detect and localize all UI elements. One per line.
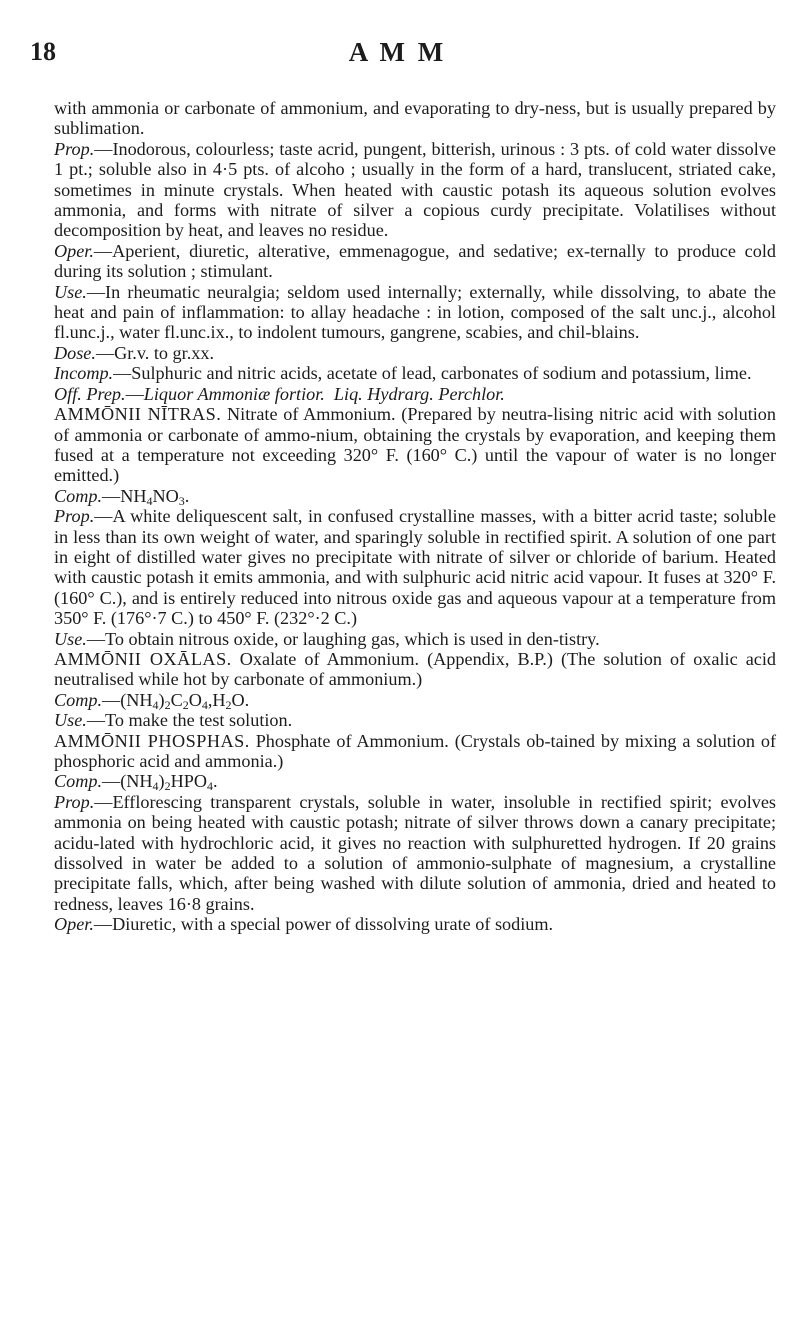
- use-label: Use.: [54, 281, 87, 302]
- page-number: 18: [30, 37, 56, 66]
- oper-label: Oper.: [54, 914, 94, 935]
- oper-label: Oper.: [54, 240, 94, 261]
- carbonate-use: Use.—In rheumatic neuralgia; seldom used internally; externally, while dissolving, to abate the heat and pain of inflammation: to allay headache : in lotion, composed of the salt unc.j., alcohol fl.unc.j., water fl.unc.ix., to indolent tumours, gangrene, scabies, and chil-blains.: [54, 281, 776, 343]
- prop-label: Prop.: [54, 791, 95, 812]
- entry-title: AMMŌNII NĪTRAS.: [54, 404, 222, 425]
- nitras-use: Use.—To obtain nitrous oxide, or laughing gas, which is used in den-tistry.: [54, 628, 600, 649]
- running-head: A M M: [348, 37, 447, 67]
- entry-ammonii-nitras: AMMŌNII NĪTRAS. Nitrate of Ammonium. (Prepared by neutra-lising nitric acid with solution of ammonia or carbonate of ammo-nium, obtaining the crystals by evaporation, and keeping them fused at a temperature not exceeding 320° F. (160° C.) until the vapour of water is no longer emitted.): [54, 404, 776, 486]
- phosphas-oper: Oper.—Diuretic, with a special power of dissolving urate of sodium.: [54, 914, 554, 935]
- comp-label: Comp.: [54, 689, 102, 710]
- use-label: Use.: [54, 628, 87, 649]
- entry-ammonii-oxalas: AMMŌNII OXĀLAS. Oxalate of Ammonium. (Appendix, B.P.) (The solution of oxalic acid neutralised while hot by carbonate of ammonium.): [54, 648, 776, 690]
- comp-label: Comp.: [54, 771, 102, 792]
- nitras-prop: Prop.—A white deliquescent salt, in confused crystalline masses, with a bitter acrid taste; soluble in less than its own weight of water, and sparingly soluble in rectified spirit. A solution of one part in eight of distilled water gives no precipitate with nitrate of silver or chloride of barium. Heated with caustic potash it emits ammonia, and with sulphuric acid nitric acid vapour. It fuses at 320° F. (160° C.), and is entirely reduced into nitrous oxide gas and aqueous vapour at a temperature from 350° F. (176°·7 C.) to 450° F. (232°·2 C.): [54, 506, 776, 629]
- prop-label: Prop.: [54, 506, 95, 527]
- prop-label: Prop.: [54, 138, 95, 159]
- phosphas-prop: Prop.—Efflorescing transparent crystals, soluble in water, insoluble in rectified spirit; evolves ammonia on being heated with caustic potash; nitrate of silver throws down a canary precipitate; acidu-lated with hydrochloric acid, it gives no reaction with sulphuretted hydrogen. If 20 grains dissolved in water be added to a solution of ammonio-sulphate of magnesium, a crystalline precipitate falls, which, after being washed with dilute solution of ammonia, dried and heated to redness, leaves 16·8 grains.: [54, 791, 776, 914]
- dose-label: Dose.: [54, 342, 96, 363]
- carbonate-offprep: Off. Prep.—Liquor Ammoniæ fortior. Liq. Hydrarg. Perchlor.: [54, 383, 505, 404]
- oxalas-use: Use.—To make the test solution.: [54, 710, 293, 731]
- oxalas-comp: $Comp.—(NH_4)_2C_2O_4,H_2O$.: [54, 689, 250, 712]
- phosphas-comp: $Comp.—(NH_4)_2HPO_4$.: [54, 771, 218, 794]
- offprep-label: Off. Prep.: [54, 383, 126, 404]
- comp-label: Comp.: [54, 485, 102, 506]
- entry-ammonii-phosphas: AMMŌNII PHOSPHAS. Phosphate of Ammonium. (Crystals ob-tained by mixing a solution of phosphoric acid and ammonia.): [54, 730, 776, 771]
- page-header: [24, 37, 771, 71]
- page-body: [54, 98, 776, 935]
- use-label: Use.: [54, 710, 87, 731]
- carbonate-dose: Dose.—Gr.v. to gr.xx.: [54, 342, 214, 363]
- entry-title: AMMŌNII OXĀLAS.: [54, 648, 232, 669]
- carbonate-incomp: Incomp.—Sulphuric and nitric acids, acetate of lead, carbonates of sodium and potassium, lime.: [54, 363, 752, 384]
- carbonate-oper: Oper.—Aperient, diuretic, alterative, emmenagogue, and sedative; ex-ternally to produce cold during its solution ; stimulant.: [54, 240, 776, 282]
- incomp-label: Incomp.: [54, 363, 114, 384]
- nitras-comp: $Comp.—NH_4NO_3$.: [54, 485, 190, 508]
- carbonate-intro: with ammonia or carbonate of ammonium, and evaporating to dry-ness, but is usually prepared by sublimation.: [54, 98, 776, 139]
- carbonate-prop: Prop.—Inodorous, colourless; taste acrid, pungent, bitterish, urinous : 3 pts. of cold water dissolve 1 pt.; soluble also in 4·5 pts. of alcoho ; usually in the form of a hard, translucent, striated cake, sometimes in minute crystals. When heated with caustic potash its aqueous solution evolves ammonia, and forms with nitrate of silver a copious curdy precipitate. Volatilises without decomposition by heat, and leaves no residue.: [54, 138, 776, 241]
- entry-title: AMMŌNII PHOSPHAS.: [54, 730, 250, 751]
